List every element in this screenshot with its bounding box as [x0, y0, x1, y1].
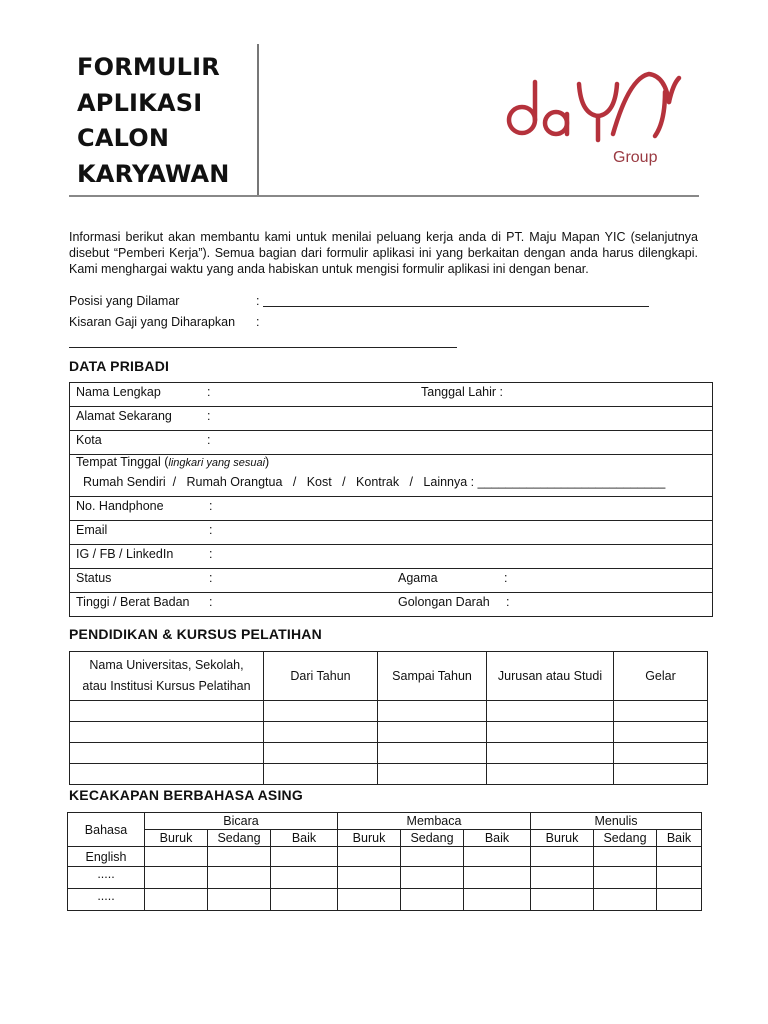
- kota-colon: :: [207, 433, 211, 447]
- gaji-colon: :: [256, 315, 260, 329]
- cell[interactable]: [70, 722, 264, 743]
- row-nama[interactable]: [70, 383, 712, 407]
- level-buruk: Buruk: [531, 830, 594, 847]
- row-tempat-tinggal[interactable]: [70, 455, 712, 497]
- posisi-colon: :: [256, 294, 260, 308]
- group-membaca: Membaca: [338, 813, 531, 830]
- alamat-label: Alamat Sekarang: [76, 409, 172, 423]
- title-line: KARYAWAN: [77, 159, 230, 188]
- table-row[interactable]: [68, 889, 702, 911]
- cell[interactable]: [338, 867, 401, 889]
- row-hp[interactable]: [70, 497, 712, 521]
- cell[interactable]: [614, 764, 708, 785]
- cell[interactable]: [338, 889, 401, 911]
- language-name: .....: [68, 867, 145, 889]
- language-name: English: [68, 847, 145, 867]
- section-data-pribadi: DATA PRIBADI: [69, 358, 170, 374]
- nama-colon: :: [207, 385, 211, 399]
- title-line: FORMULIR: [77, 53, 220, 81]
- cell[interactable]: [145, 889, 208, 911]
- group-menulis: Menulis: [531, 813, 702, 830]
- cell[interactable]: [594, 847, 657, 867]
- cell[interactable]: [264, 764, 378, 785]
- level-sedang: Sedang: [208, 830, 271, 847]
- row-status[interactable]: [70, 569, 712, 593]
- email-label: Email: [76, 523, 108, 537]
- header-divider-horizontal: [69, 195, 699, 197]
- agama-colon: :: [504, 571, 508, 585]
- goldar-label: Golongan Darah: [398, 595, 490, 609]
- col-gelar: Gelar: [614, 652, 708, 701]
- pendidikan-table: [69, 651, 708, 785]
- cell[interactable]: [614, 701, 708, 722]
- level-sedang: Sedang: [594, 830, 657, 847]
- title-line: CALON: [77, 124, 170, 152]
- table-row[interactable]: [68, 867, 702, 889]
- cell[interactable]: [70, 743, 264, 764]
- form-title: [77, 50, 257, 192]
- cell[interactable]: [657, 889, 702, 911]
- cell[interactable]: [264, 743, 378, 764]
- cell[interactable]: [271, 847, 338, 867]
- pendidikan-header-row: [70, 652, 708, 701]
- tempat-label: Tempat Tinggal (lingkari yang sesuai): [76, 455, 270, 469]
- table-row[interactable]: [68, 847, 702, 867]
- email-colon: :: [209, 523, 213, 537]
- col-jurusan: Jurusan atau Studi: [487, 652, 614, 701]
- cell[interactable]: [464, 867, 531, 889]
- cell[interactable]: [271, 867, 338, 889]
- cell[interactable]: [487, 764, 614, 785]
- nama-label: Nama Lengkap: [76, 385, 161, 399]
- cell[interactable]: [614, 722, 708, 743]
- gaji-label: Kisaran Gaji yang Diharapkan: [69, 315, 236, 329]
- cell[interactable]: [70, 701, 264, 722]
- section-bahasa: KECAKAPAN BERBAHASA ASING: [69, 787, 303, 803]
- cell[interactable]: [594, 867, 657, 889]
- bahasa-level-row: [68, 830, 702, 847]
- col-sampai-tahun: Sampai Tahun: [378, 652, 487, 701]
- tinggi-colon: :: [209, 595, 213, 609]
- section-pendidikan: PENDIDIKAN & KURSUS PELATIHAN: [69, 626, 322, 642]
- intro-paragraph: Informasi berikut akan membantu kami untuk menilai peluang kerja anda di PT. Maju Mapan YIC (selanjutnya disebut “Pemberi Kerja”). Semua bagian dari formulir aplikasi ini yang berkaitan dengan anda harus dilengkapi. Kami menghargai waktu yang anda habiskan untuk mengisi formulir aplikasi ini dengan benar.: [69, 230, 698, 276]
- logo-sub: Group: [613, 149, 658, 166]
- cell[interactable]: [657, 847, 702, 867]
- gaji-input-line[interactable]: [69, 347, 457, 348]
- language-name: .....: [68, 889, 145, 911]
- cell[interactable]: [208, 889, 271, 911]
- cell[interactable]: [401, 867, 464, 889]
- hp-colon: :: [209, 499, 213, 513]
- sosmed-label: IG / FB / LinkedIn: [76, 547, 174, 561]
- cell[interactable]: [401, 847, 464, 867]
- cell[interactable]: [464, 889, 531, 911]
- data-pribadi-table: [69, 382, 713, 617]
- table-row[interactable]: [70, 722, 708, 743]
- cell[interactable]: [145, 867, 208, 889]
- tanggal-label: Tanggal Lahir :: [421, 385, 504, 399]
- goldar-colon: :: [506, 595, 510, 609]
- agama-label: Agama: [398, 571, 438, 585]
- tinggi-label: Tinggi / Berat Badan: [76, 595, 190, 609]
- cell[interactable]: [531, 889, 594, 911]
- table-row[interactable]: [70, 764, 708, 785]
- level-sedang: Sedang: [401, 830, 464, 847]
- cell[interactable]: [614, 743, 708, 764]
- row-kota[interactable]: [70, 431, 712, 455]
- table-row[interactable]: [70, 701, 708, 722]
- status-colon: :: [209, 571, 213, 585]
- cell[interactable]: [401, 889, 464, 911]
- cell[interactable]: [338, 847, 401, 867]
- cell[interactable]: [208, 867, 271, 889]
- company-logo: [497, 62, 687, 172]
- level-baik: Baik: [271, 830, 338, 847]
- bahasa-group-row: [68, 813, 702, 830]
- posisi-label: Posisi yang Dilamar: [69, 294, 180, 308]
- row-alamat[interactable]: [70, 407, 712, 431]
- cell[interactable]: [657, 867, 702, 889]
- cell[interactable]: [594, 889, 657, 911]
- cell[interactable]: [145, 847, 208, 867]
- cell[interactable]: [487, 743, 614, 764]
- status-label: Status: [76, 571, 112, 585]
- header-divider-vertical: [257, 44, 259, 196]
- group-bicara: Bicara: [145, 813, 338, 830]
- hp-label: No. Handphone: [76, 499, 164, 513]
- posisi-input-line[interactable]: [263, 306, 649, 307]
- sosmed-colon: :: [209, 547, 213, 561]
- cell[interactable]: [70, 764, 264, 785]
- alamat-colon: :: [207, 409, 211, 423]
- tempat-options[interactable]: Rumah Sendiri / Rumah Orangtua / Kost / Kontrak / Lainnya : ___________________________: [83, 475, 666, 489]
- cell[interactable]: [464, 847, 531, 867]
- cell[interactable]: [208, 847, 271, 867]
- cell[interactable]: [271, 889, 338, 911]
- cell[interactable]: [487, 701, 614, 722]
- cell[interactable]: [264, 701, 378, 722]
- cell[interactable]: [378, 701, 487, 722]
- col-dari-tahun: Dari Tahun: [264, 652, 378, 701]
- bahasa-label: Bahasa: [68, 813, 145, 847]
- kota-label: Kota: [76, 433, 102, 447]
- cell[interactable]: [378, 764, 487, 785]
- cell[interactable]: [487, 722, 614, 743]
- cell[interactable]: [531, 867, 594, 889]
- bahasa-table: [67, 812, 702, 911]
- level-buruk: Buruk: [145, 830, 208, 847]
- level-baik: Baik: [657, 830, 702, 847]
- cell[interactable]: [378, 743, 487, 764]
- cell[interactable]: [264, 722, 378, 743]
- tempat-note: lingkari yang sesuai: [168, 457, 266, 469]
- col-institusi: Nama Universitas, Sekolah, atau Institusi Kursus Pelatihan: [70, 652, 264, 701]
- cell[interactable]: [378, 722, 487, 743]
- cell[interactable]: [531, 847, 594, 867]
- level-buruk: Buruk: [338, 830, 401, 847]
- title-line: APLIKASI: [77, 88, 203, 117]
- row-tinggi[interactable]: [70, 593, 712, 616]
- level-baik: Baik: [464, 830, 531, 847]
- table-row[interactable]: [70, 743, 708, 764]
- row-sosmed[interactable]: [70, 545, 712, 569]
- row-email[interactable]: [70, 521, 712, 545]
